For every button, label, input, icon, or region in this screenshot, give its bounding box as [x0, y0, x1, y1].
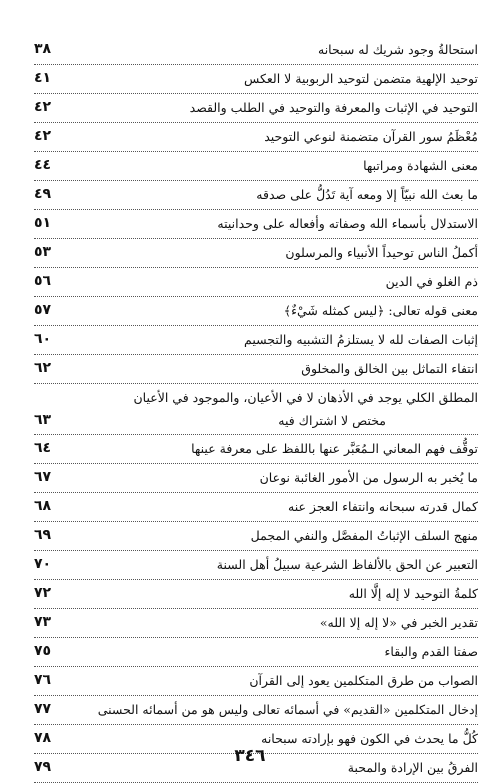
toc-entry-page-number: ٧٨: [34, 730, 52, 746]
toc-entry: [34, 638, 478, 667]
toc-entry: [34, 36, 478, 65]
toc-entry-page-number: ٥٣: [34, 244, 52, 260]
toc-entry-title: [78, 551, 478, 578]
toc-entry-title: [78, 638, 478, 665]
toc-entry-title: [78, 36, 478, 63]
toc-entry: [34, 152, 478, 181]
toc-entry: [34, 580, 478, 609]
toc-entry-title-continuation: مختص لا اشتراك فيه: [278, 413, 386, 428]
toc-entry-page-number: ٤٤: [34, 157, 52, 173]
toc-entry-page-number: ٧٥: [34, 643, 52, 659]
toc-entry-page-number: ٦٠: [34, 331, 52, 347]
toc-entry-title-line: مُعْظَمُ سور القرآن متضمنة لنوعي التوحيد: [264, 129, 478, 144]
toc-entry: [34, 435, 478, 464]
toc-entry: [34, 667, 478, 696]
toc-entry-title-line: الفرقُ بين الإرادة والمحبة: [347, 760, 478, 775]
toc-entry-title-line: كُلُّ ما يحدث في الكون فهو بإرادته سبحانه: [261, 731, 478, 746]
toc-entry-page-number: ٦٢: [34, 360, 52, 376]
toc-entry-page-number: ٣٨: [34, 41, 52, 57]
toc-entry-title: [78, 181, 478, 208]
toc-entry-title: [78, 152, 478, 179]
toc-entry-title-line: تقدير الخبر في «لا إله إلا الله»: [319, 615, 478, 630]
toc-entry-title-line: الصواب من طرق المتكلمين يعود إلى القرآن: [249, 673, 478, 688]
toc-entry-page-number: ٧٣: [34, 614, 52, 630]
toc-entry-page-number: ٤٢: [34, 99, 52, 115]
toc-entry-page-number: ٥٧: [34, 302, 52, 318]
toc-entry: [34, 609, 478, 638]
toc-entry-title-line: التوحيد في الإثبات والمعرفة والتوحيد في الطلب والقصد: [189, 100, 478, 115]
page-number: ٣٤٦: [234, 746, 266, 766]
toc-entry-title: [78, 435, 478, 462]
toc-entry-title-line: كلمةُ التوحيد لا إله إلَّا الله: [348, 586, 478, 601]
toc-entry-title-line: إثبات الصفات لله لا يستلزمُ التشبيه والتجسيم: [244, 332, 478, 347]
toc-entry: [34, 268, 478, 297]
toc-entry-page-number: ٦٧: [34, 469, 52, 485]
toc-entry-title-line: معنى قوله تعالى: ﴿ليس كمثله شَيْءٌ﴾: [283, 303, 478, 318]
toc-entry-title: [78, 239, 478, 266]
toc-entry-page-number: ٦٩: [34, 527, 52, 543]
toc-entry-title-line: منهج السلف الإثباتُ المفصَّل والنفي المجمل: [250, 528, 478, 543]
toc-entry: [34, 551, 478, 580]
toc-entry-title-line: أكملُ الناس توحيداً الأنبياء والمرسلون: [285, 245, 478, 260]
toc-entry-page-number: ٦٤: [34, 440, 52, 456]
toc-entry-title: [78, 123, 478, 150]
toc-entry: [34, 297, 478, 326]
toc-entry-title-line: الاستدلال بأسماء الله وصفاته وأفعاله على وحدانيته: [217, 216, 478, 231]
toc-entry-title: [78, 65, 478, 92]
toc-entry-title: [78, 297, 478, 324]
toc-entry-title-line: توقُّف فهم المعاني الـمُعَبَّر عنها باللفظ على معرفة عينها: [191, 441, 478, 456]
toc-entry-title: [78, 522, 478, 549]
toc-entry-title: [78, 355, 478, 382]
toc-entry-title-line: المطلق الكلي يوجد في الأذهان لا في الأعيان، والموجود في الأعيان: [133, 390, 478, 405]
toc-entry: [34, 355, 478, 384]
toc-entry-title-line: إدخال المتكلمين «القديم» في أسمائه تعالى وليس هو من أسمائه الحسنى: [97, 702, 478, 717]
toc-entry-page-number: ٦٨: [34, 498, 52, 514]
toc-entry-title: [78, 384, 478, 434]
toc-entry: [34, 522, 478, 551]
toc-entry-page-number: ٧٠: [34, 556, 52, 572]
toc-entry: [34, 464, 478, 493]
toc-entry: [34, 696, 478, 725]
toc-entry-title-line: ما بعث الله نبيّاً إلا ومعه آية تَدُلُّ على صدقه: [256, 187, 478, 202]
toc-entry-title: [78, 493, 478, 520]
toc-entry-title-line: التعبير عن الحق بالألفاظ الشرعية سبيلُ أهل السنة: [216, 557, 478, 572]
toc-entry-title: [78, 696, 478, 723]
toc-entry-title: [78, 94, 478, 121]
toc-entry: [34, 326, 478, 355]
toc-entry-page-number: ٧٦: [34, 672, 52, 688]
toc-entry-title: [78, 464, 478, 491]
toc-entry-title-line: ما يُخبر به الرسول من الأمور الغائبة نوعان: [259, 470, 478, 485]
toc-entry-title: [78, 667, 478, 694]
toc-entry-page-number: ٤٢: [34, 128, 52, 144]
toc-entry-title: [78, 268, 478, 295]
toc-entry: [34, 94, 478, 123]
toc-entry-page-number: ٧٩: [34, 759, 52, 775]
toc-entry-title-line: كمال قدرته سبحانه وانتفاء العجز عنه: [288, 499, 478, 514]
toc-entry-title: [78, 609, 478, 636]
toc-entry-page-number: ٤١: [34, 70, 52, 86]
toc-entry: [34, 384, 478, 435]
toc-entry-title: [78, 580, 478, 607]
toc-entry: [34, 181, 478, 210]
toc-entry-title: [78, 210, 478, 237]
toc-entry: [34, 493, 478, 522]
toc-entry-title-line: معنى الشهادة ومراتبها: [363, 158, 478, 173]
toc-entry-page-number: ٧٢: [34, 585, 52, 601]
toc-entry-page-number: ٥٦: [34, 273, 52, 289]
toc-entry-title-line: ذم الغلو في الدين: [385, 274, 478, 289]
toc-entry-title-line: استحالةُ وجود شريك له سبحانه: [318, 42, 478, 57]
toc-entry: [34, 210, 478, 239]
toc-entry-title-line: انتفاء التماثل بين الخالق والمخلوق: [301, 361, 478, 376]
toc-entry-title: [78, 326, 478, 353]
toc-entry-page-number: ٧٧: [34, 701, 52, 717]
toc-entry-page-number: ٤٩: [34, 186, 52, 202]
toc-entry: [34, 123, 478, 152]
toc-entry-title-line: صفتا القدم والبقاء: [384, 644, 478, 659]
toc-entry: [34, 239, 478, 268]
toc-entry-page-number: ٥١: [34, 215, 52, 231]
toc-entry-title-line: توحيد الإلهية متضمن لتوحيد الربوبية لا العكس: [244, 71, 478, 86]
toc-entry: [34, 65, 478, 94]
toc-entry-page-number: ٦٣: [34, 412, 52, 428]
table-of-contents: [34, 36, 478, 783]
